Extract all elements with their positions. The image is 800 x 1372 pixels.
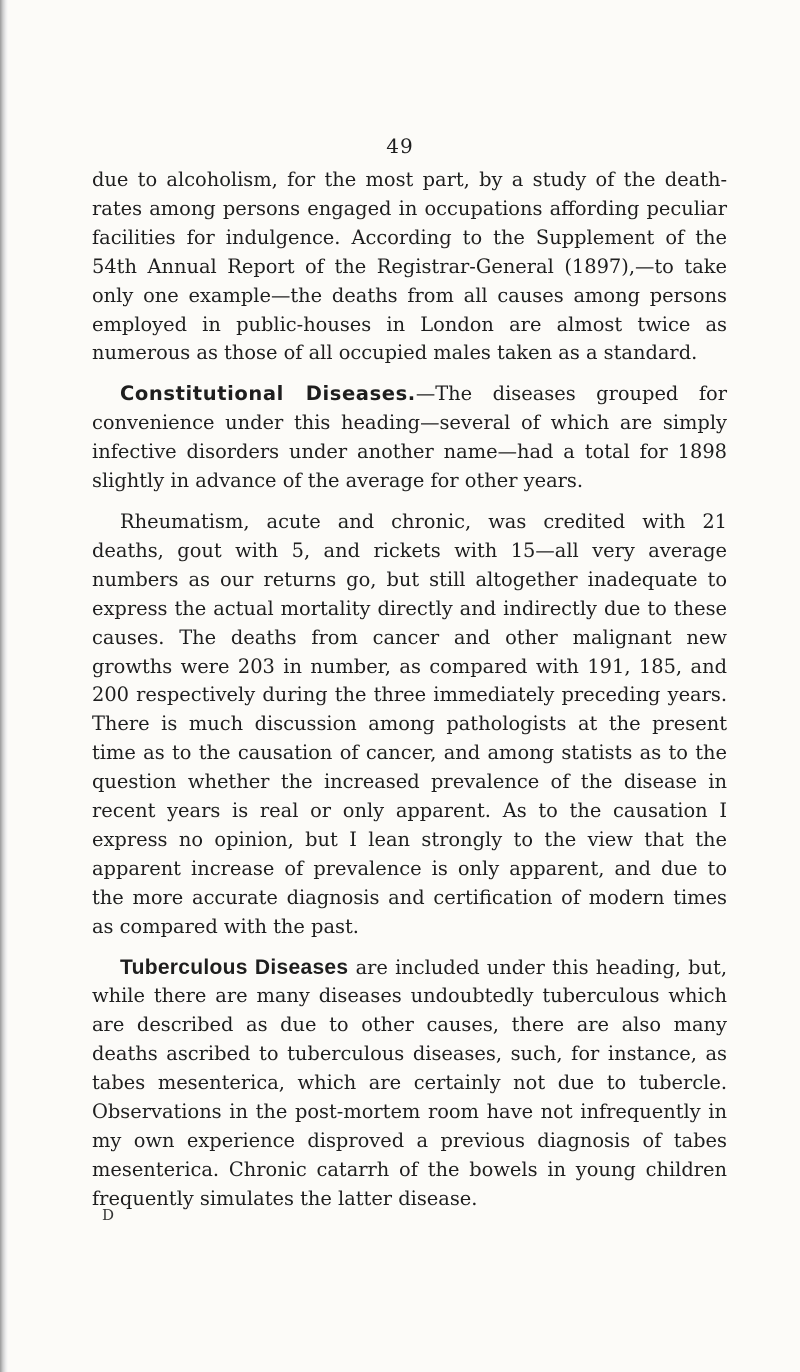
paragraph-tuberculous-diseases: [92, 954, 727, 1214]
paragraph-rheumatism-cancer: Rheumatism, acute and chronic, was credited with 21 deaths, gout with 5, and rickets with 15—all very average numbers as our returns go, but still altogether inadequate to express the actual mortality directly and indirectly due to these causes. The deaths from cancer and other malignant new growths were 203 in number, as compared with 191, 185, and 200 respectively during the three immediately preceding years. There is much discussion among pathologists at the present time as to the causation of cancer, and among statists as to the question whether the increased prevalence of the disease in recent years is real or only apparent. As to the causation I express no opinion, but I lean strongly to the view that the apparent increase of prevalence is only apparent, and due to the more accurate diagnosis and certification of modern times as compared with the past.: [92, 509, 727, 938]
signature-mark: D: [102, 1206, 115, 1224]
section-heading-tuberculous-diseases: Tuberculous Diseases: [120, 955, 349, 979]
paragraph-constitutional-diseases: [92, 380, 727, 496]
section-heading-constitutional-diseases: Constitutional Diseases.: [120, 382, 416, 406]
body-text: [92, 166, 727, 1214]
paragraph-alcoholism: due to alcoholism, for the most part, by a study of the death-rates among persons engaged in occupations affording peculiar facilities for indulgence. According to the Supplement of the 54th Annual Report of the Registrar-General (1897),—to take only one example—the deaths from all causes among persons employed in public-houses in London are almost twice as numerous as those of all occupied males taken as a standard.: [92, 168, 727, 365]
page-number: 49: [386, 134, 414, 158]
paragraph-text: —The diseases grouped for convenience under this heading—several of which are simply infective disorders under another name—had a total for 1898 slightly in advance of the average for other years.: [92, 382, 727, 493]
page-binding-edge: [0, 0, 8, 1372]
paragraph-text: are included under this heading, but, while there are many diseases undoubtedly tuberculous which are described as due to other causes, there are also many deaths ascribed to tuberculous diseases, such, for instance, as tabes mesenterica, which are certainly not due to tubercle. Observations in the post-mortem room have not infrequently in my own experience disproved a previous diagnosis of tabes mesenterica. Chronic catarrh of the bowels in young children frequently simulates the latter disease.: [92, 955, 727, 1210]
